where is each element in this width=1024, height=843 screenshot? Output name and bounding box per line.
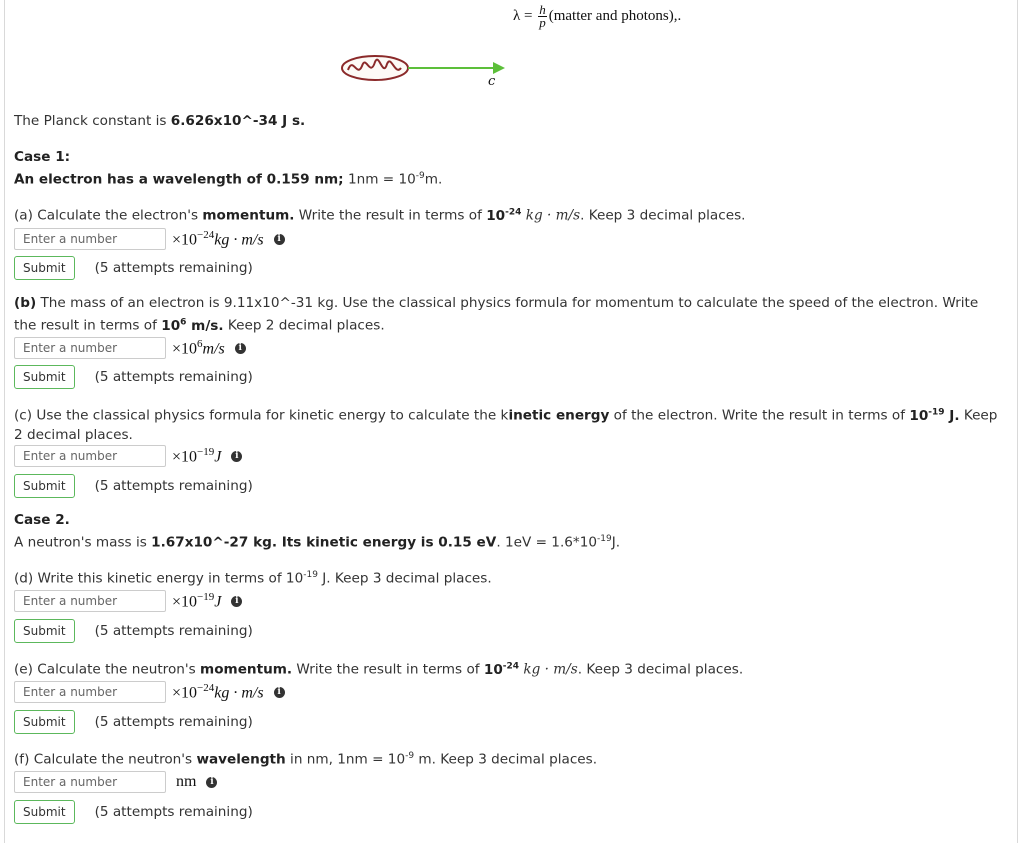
particle-wave-figure bbox=[335, 48, 515, 94]
planck-prefix: The Planck constant is bbox=[14, 113, 171, 129]
answer-input-f[interactable] bbox=[14, 771, 166, 793]
case2-exp: -19 bbox=[597, 534, 612, 544]
qd-exp: -19 bbox=[303, 570, 318, 580]
case2-rest: . 1eV = 1.6*10 bbox=[496, 534, 598, 551]
case2-heading bbox=[14, 511, 1004, 530]
qf-mid: in nm, 1nm = 10 bbox=[285, 751, 406, 768]
formula-numerator: h bbox=[539, 2, 546, 17]
unit-c-exp: −19 bbox=[197, 445, 215, 458]
submit-button-d[interactable]: Submit bbox=[14, 619, 75, 643]
unit-e bbox=[172, 682, 264, 702]
submit-button-a[interactable]: Submit bbox=[14, 256, 75, 280]
unit-b-tail: m/s bbox=[202, 340, 225, 358]
submit-button-b[interactable]: Submit bbox=[14, 365, 75, 389]
case1-exp: -9 bbox=[415, 171, 425, 181]
qf-post: m. Keep 3 decimal places. bbox=[414, 751, 598, 768]
wave-arrow-diagram bbox=[335, 48, 515, 94]
qd-pre: (d) Write this kinetic energy in terms of 10 bbox=[14, 570, 304, 587]
attempts-remaining-d: (5 attempts remaining) bbox=[94, 623, 253, 639]
qa-post: . Keep 3 decimal places. bbox=[580, 207, 746, 224]
unit-d-tail: J bbox=[214, 593, 222, 611]
submit-button-c[interactable]: Submit bbox=[14, 474, 75, 498]
question-b-text bbox=[14, 294, 1004, 336]
submit-row-d bbox=[14, 619, 253, 643]
formula-lambda: λ = bbox=[513, 7, 533, 24]
case2-pre: A neutron's mass is bbox=[14, 534, 152, 551]
submit-button-e[interactable]: Submit bbox=[14, 710, 75, 734]
case1-end: m. bbox=[424, 171, 443, 188]
qf-bold: wavelength bbox=[196, 751, 286, 768]
qe-mid: Write the result in terms of bbox=[292, 661, 484, 678]
unit-b-exp: 6 bbox=[197, 337, 203, 350]
question-f-text bbox=[14, 747, 1004, 770]
velocity-arrow-head bbox=[493, 62, 505, 74]
unit-d-times: ×10 bbox=[172, 593, 198, 611]
attempts-remaining-c: (5 attempts remaining) bbox=[94, 478, 253, 494]
answer-input-d[interactable] bbox=[14, 590, 166, 612]
info-icon[interactable]: i bbox=[231, 596, 242, 607]
unit-d-exp: −19 bbox=[197, 590, 215, 603]
answer-input-b[interactable] bbox=[14, 337, 166, 359]
qb-unit: m/s. bbox=[186, 317, 224, 334]
unit-e-exp: −24 bbox=[197, 681, 215, 694]
qe-unit: kg · m/s bbox=[519, 661, 578, 678]
question-c-text bbox=[14, 403, 1004, 445]
qa-mid: Write the result in terms of bbox=[294, 207, 487, 224]
case2-description bbox=[14, 530, 1004, 553]
unit-a-times: ×10 bbox=[172, 231, 198, 249]
question-e-text bbox=[14, 657, 1004, 680]
formula-tail: (matter and photons),. bbox=[548, 7, 682, 24]
attempts-remaining-b: (5 attempts remaining) bbox=[94, 369, 253, 385]
case2-end: J. bbox=[611, 534, 621, 551]
qb-pow-exp: 6 bbox=[180, 317, 187, 327]
info-icon[interactable]: i bbox=[206, 777, 217, 788]
question-a-text bbox=[14, 203, 1004, 226]
qc-pow: 10 bbox=[909, 407, 929, 424]
qb-pow: 10 bbox=[161, 317, 181, 334]
case1-title: Case 1: bbox=[14, 149, 71, 165]
answer-input-a[interactable] bbox=[14, 228, 166, 250]
formula-fraction bbox=[538, 4, 547, 29]
unit-e-times: ×10 bbox=[172, 684, 198, 702]
answer-row-e bbox=[14, 680, 285, 704]
unit-c-times: ×10 bbox=[172, 448, 198, 466]
speed-label-c: c bbox=[488, 74, 496, 89]
answer-row-f bbox=[14, 770, 217, 794]
qe-post: . Keep 3 decimal places. bbox=[577, 661, 744, 678]
answer-row-c bbox=[14, 444, 242, 468]
qd-post: J. Keep 3 decimal places. bbox=[317, 570, 492, 587]
qf-exp: -9 bbox=[405, 751, 415, 761]
unit-c-tail: J bbox=[214, 448, 222, 466]
qf-pre: (f) Calculate the neutron's bbox=[14, 751, 197, 768]
qc-bold: inetic energy bbox=[508, 407, 610, 424]
qc-pow-exp: -19 bbox=[928, 407, 945, 417]
qc-unit: J. bbox=[944, 407, 960, 424]
qe-bold: momentum. bbox=[200, 661, 293, 678]
qa-pow-exp: -24 bbox=[505, 207, 522, 217]
unit-d bbox=[172, 591, 221, 611]
case2-mass: 1.67x10^-27 kg. bbox=[151, 534, 277, 551]
answer-row-d bbox=[14, 589, 242, 613]
case1-heading bbox=[14, 148, 1004, 167]
qa-unit: kg · m/s bbox=[521, 207, 581, 224]
qa-pow: 10 bbox=[486, 207, 506, 224]
qe-pow-exp: -24 bbox=[502, 661, 520, 671]
answer-input-c[interactable] bbox=[14, 445, 166, 467]
qc-pre: (c) Use the classical physics formula for kinetic energy to calculate the k bbox=[14, 407, 509, 424]
attempts-remaining-a: (5 attempts remaining) bbox=[94, 260, 253, 276]
qb-text: The mass of an electron is 9.11x10^-31 kg. Use the classical physics formula for momentum to calculate the speed of the electron. Write the result in terms of bbox=[14, 295, 979, 334]
unit-a-tail: kg · m/s bbox=[214, 231, 264, 249]
planck-value: 6.626x10^-34 J s. bbox=[170, 113, 306, 129]
unit-b-times: ×10 bbox=[172, 340, 198, 358]
planck-constant-text bbox=[14, 112, 1004, 131]
submit-row-a bbox=[14, 256, 253, 280]
qa-pre: (a) Calculate the electron's bbox=[14, 207, 203, 224]
case1-rest: 1nm = 10 bbox=[343, 171, 416, 188]
qc-post: Keep 2 decimal places. bbox=[14, 407, 998, 443]
case2-title: Case 2. bbox=[14, 512, 70, 528]
unit-b bbox=[172, 338, 225, 358]
submit-row-f bbox=[14, 800, 253, 824]
qe-pre: (e) Calculate the neutron's bbox=[14, 661, 201, 678]
attempts-remaining-e: (5 attempts remaining) bbox=[94, 714, 253, 730]
case1-description bbox=[14, 167, 1004, 190]
unit-a bbox=[172, 229, 264, 249]
answer-input-e[interactable] bbox=[14, 681, 166, 703]
unit-e-tail: kg · m/s bbox=[214, 684, 264, 702]
answer-row-a bbox=[14, 227, 285, 251]
qc-mid: of the electron. Write the result in terms of bbox=[609, 407, 910, 424]
info-icon[interactable]: i bbox=[274, 234, 285, 245]
unit-f bbox=[176, 773, 196, 791]
formula-denominator: p bbox=[539, 15, 546, 30]
qb-label: (b) bbox=[14, 295, 37, 311]
submit-row-c bbox=[14, 474, 253, 498]
case1-bold-text: An electron has a wavelength of 0.159 nm; bbox=[14, 171, 344, 188]
submit-row-b bbox=[14, 365, 253, 389]
submit-row-e bbox=[14, 710, 253, 734]
unit-f-tail: nm bbox=[176, 773, 197, 790]
wave-packet-ellipse bbox=[342, 56, 408, 80]
info-icon[interactable]: i bbox=[231, 451, 242, 462]
info-icon[interactable]: i bbox=[235, 343, 246, 354]
case2-energy: Its kinetic energy is 0.15 eV bbox=[277, 534, 497, 551]
submit-button-f[interactable]: Submit bbox=[14, 800, 75, 824]
question-d-text bbox=[14, 566, 1004, 589]
qe-pow: 10 bbox=[483, 661, 503, 678]
unit-c bbox=[172, 446, 221, 466]
info-icon[interactable]: i bbox=[274, 687, 285, 698]
unit-a-exp: −24 bbox=[197, 228, 215, 241]
answer-row-b bbox=[14, 336, 246, 360]
attempts-remaining-f: (5 attempts remaining) bbox=[94, 804, 253, 820]
qb-post: Keep 2 decimal places. bbox=[223, 317, 385, 334]
de-broglie-formula bbox=[513, 4, 681, 29]
qa-bold: momentum. bbox=[202, 207, 295, 224]
